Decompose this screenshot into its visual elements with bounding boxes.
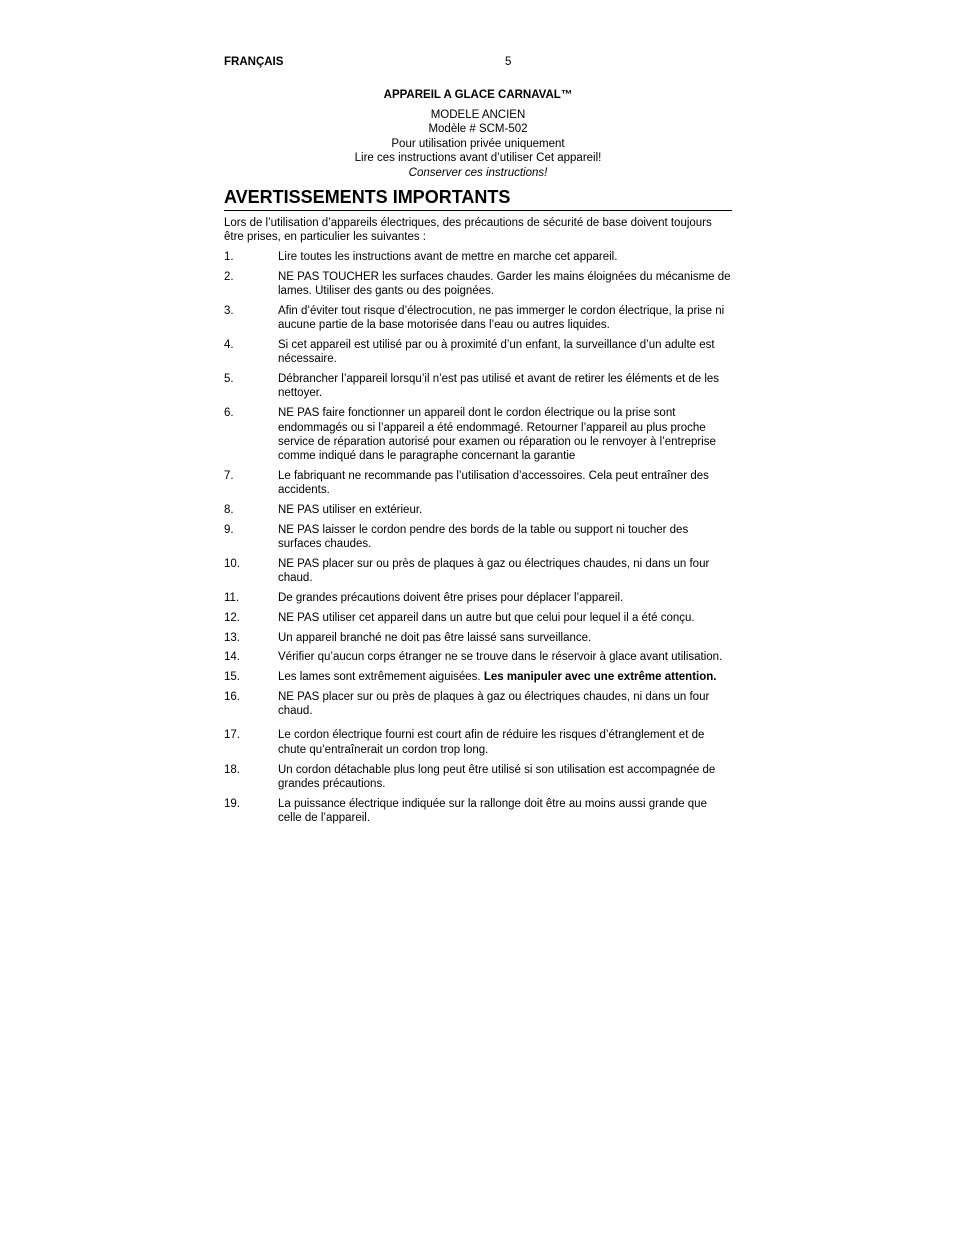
model-line: MODELE ANCIEN xyxy=(430,108,526,121)
list-item xyxy=(224,670,732,684)
item-text: De grandes précautions doivent être prises pour déplacer l’appareil. xyxy=(278,592,624,605)
list-item xyxy=(224,631,732,645)
document-page xyxy=(224,54,732,831)
item-text: Les lames sont extrêmement aiguisées. xyxy=(278,670,484,683)
item-number: 18. xyxy=(224,763,240,776)
item-text: Vérifier qu’aucun corps étranger ne se trouve dans le réservoir à glace avant utilisation. xyxy=(278,651,723,664)
model-number: Modèle # SCM-502 xyxy=(428,123,528,135)
item-number: 1. xyxy=(224,251,234,263)
list-item xyxy=(224,591,732,605)
item-text: Afin d’éviter tout risque d’électrocution, ne pas immerger le cordon électrique, la prise ni aucune partie de la base motorisée dans l’eau ou autres liquides. xyxy=(278,304,725,332)
item-number: 17. xyxy=(224,729,240,742)
item-number: 10. xyxy=(224,557,240,570)
item-number: 15. xyxy=(224,670,240,683)
list-item xyxy=(224,728,732,757)
item-text: Un cordon détachable plus long peut être utilisé si son utilisation est accompagnée de grandes précautions. xyxy=(278,763,716,790)
list-item xyxy=(224,650,732,664)
list-item xyxy=(224,503,732,517)
read-notice: Lire ces instructions avant d’utiliser Cet appareil! xyxy=(354,152,602,164)
item-text: Le cordon électrique fourni est court afin de réduire les risques d’étranglement et de chute qu’entraînerait un cordon trop long. xyxy=(278,729,705,756)
item-text: NE PAS utiliser cet appareil dans un autre but que celui pour lequel il a été conçu. xyxy=(278,611,695,624)
item-bold-text: Les manipuler avec une extrême attention. xyxy=(483,670,717,683)
list-item xyxy=(224,250,732,264)
item-number: 2. xyxy=(224,270,234,283)
item-number: 8. xyxy=(224,504,234,517)
list-item xyxy=(224,690,732,719)
item-text-container xyxy=(278,670,732,684)
item-text: Débrancher l’appareil lorsqu’il n’est pas utilisé et avant de retirer les éléments et de les nettoyer. xyxy=(278,373,720,400)
item-number: 4. xyxy=(224,338,234,351)
list-item xyxy=(224,304,732,333)
language-label: FRANÇAIS xyxy=(224,56,284,68)
item-text: Un appareil branché ne doit pas être laissé sans surveillance. xyxy=(278,631,592,644)
item-text: NE PAS laisser le cordon pendre des bords de la table ou support ni toucher des surfaces chaudes. xyxy=(278,523,689,551)
page-number: 5 xyxy=(505,56,512,68)
item-number: 6. xyxy=(224,407,234,420)
item-number: 3. xyxy=(224,304,234,317)
usage-notice: Pour utilisation privée uniquement xyxy=(391,137,565,150)
warning-list xyxy=(224,250,732,825)
item-number: 13. xyxy=(224,631,240,644)
list-item xyxy=(224,338,732,367)
item-text: NE PAS utiliser en extérieur. xyxy=(278,504,423,517)
item-number: 9. xyxy=(224,523,234,536)
list-item xyxy=(224,763,732,792)
list-item xyxy=(224,523,732,552)
product-info xyxy=(224,88,732,180)
page-header xyxy=(224,54,732,72)
keep-notice: Conserver ces instructions! xyxy=(408,166,548,179)
section-heading: AVERTISSEMENTS IMPORTANTS xyxy=(224,186,732,211)
product-title: APPAREIL A GLACE CARNAVAL™ xyxy=(383,89,573,101)
item-text: La puissance électrique indiquée sur la rallonge doit être au moins aussi grande que celle de l’appareil. xyxy=(278,797,707,825)
item-text: Si cet appareil est utilisé par ou à proximité d’un enfant, la surveillance d’un adulte est nécessaire. xyxy=(278,338,715,366)
item-text: NE PAS placer sur ou près de plaques à gaz ou électriques chaudes, ni dans un four chaud. xyxy=(278,557,710,585)
list-item xyxy=(224,270,732,299)
item-number: 7. xyxy=(224,470,234,483)
list-item xyxy=(224,797,732,826)
item-text: Lire toutes les instructions avant de mettre en marche cet appareil. xyxy=(278,251,618,263)
list-item xyxy=(224,469,732,498)
list-item xyxy=(224,611,732,625)
item-number: 14. xyxy=(224,651,240,664)
item-number: 19. xyxy=(224,797,240,810)
item-text: NE PAS placer sur ou près de plaques à gaz ou électriques chaudes, ni dans un four chaud. xyxy=(278,690,710,718)
item-text: Le fabriquant ne recommande pas l’utilisation d’accessoires. Cela peut entraîner des accidents. xyxy=(278,470,709,497)
item-text: NE PAS TOUCHER les surfaces chaudes. Garder les mains éloignées du mécanisme de lames. Utiliser des gants ou des poignées. xyxy=(278,270,731,298)
item-number: 11. xyxy=(224,592,240,605)
section-intro: Lors de l’utilisation d’appareils électriques, des précautions de sécurité de base doivent toujours être prises, en particulier les suivantes : xyxy=(224,217,712,243)
item-number: 16. xyxy=(224,690,240,703)
list-item xyxy=(224,406,732,464)
list-item xyxy=(224,372,732,401)
list-item xyxy=(224,557,732,586)
item-number: 12. xyxy=(224,611,240,624)
item-number: 5. xyxy=(224,373,234,386)
item-text: NE PAS faire fonctionner un appareil dont le cordon électrique ou la prise sont endommagés ou si l’appareil a été endommagé. Retourner l’appareil au plus proche service de réparation autorisé pour examen ou réparation ou le renvoyer à l’entreprise comme indiqué dans le paragraphe concernant la garantie xyxy=(278,407,716,463)
